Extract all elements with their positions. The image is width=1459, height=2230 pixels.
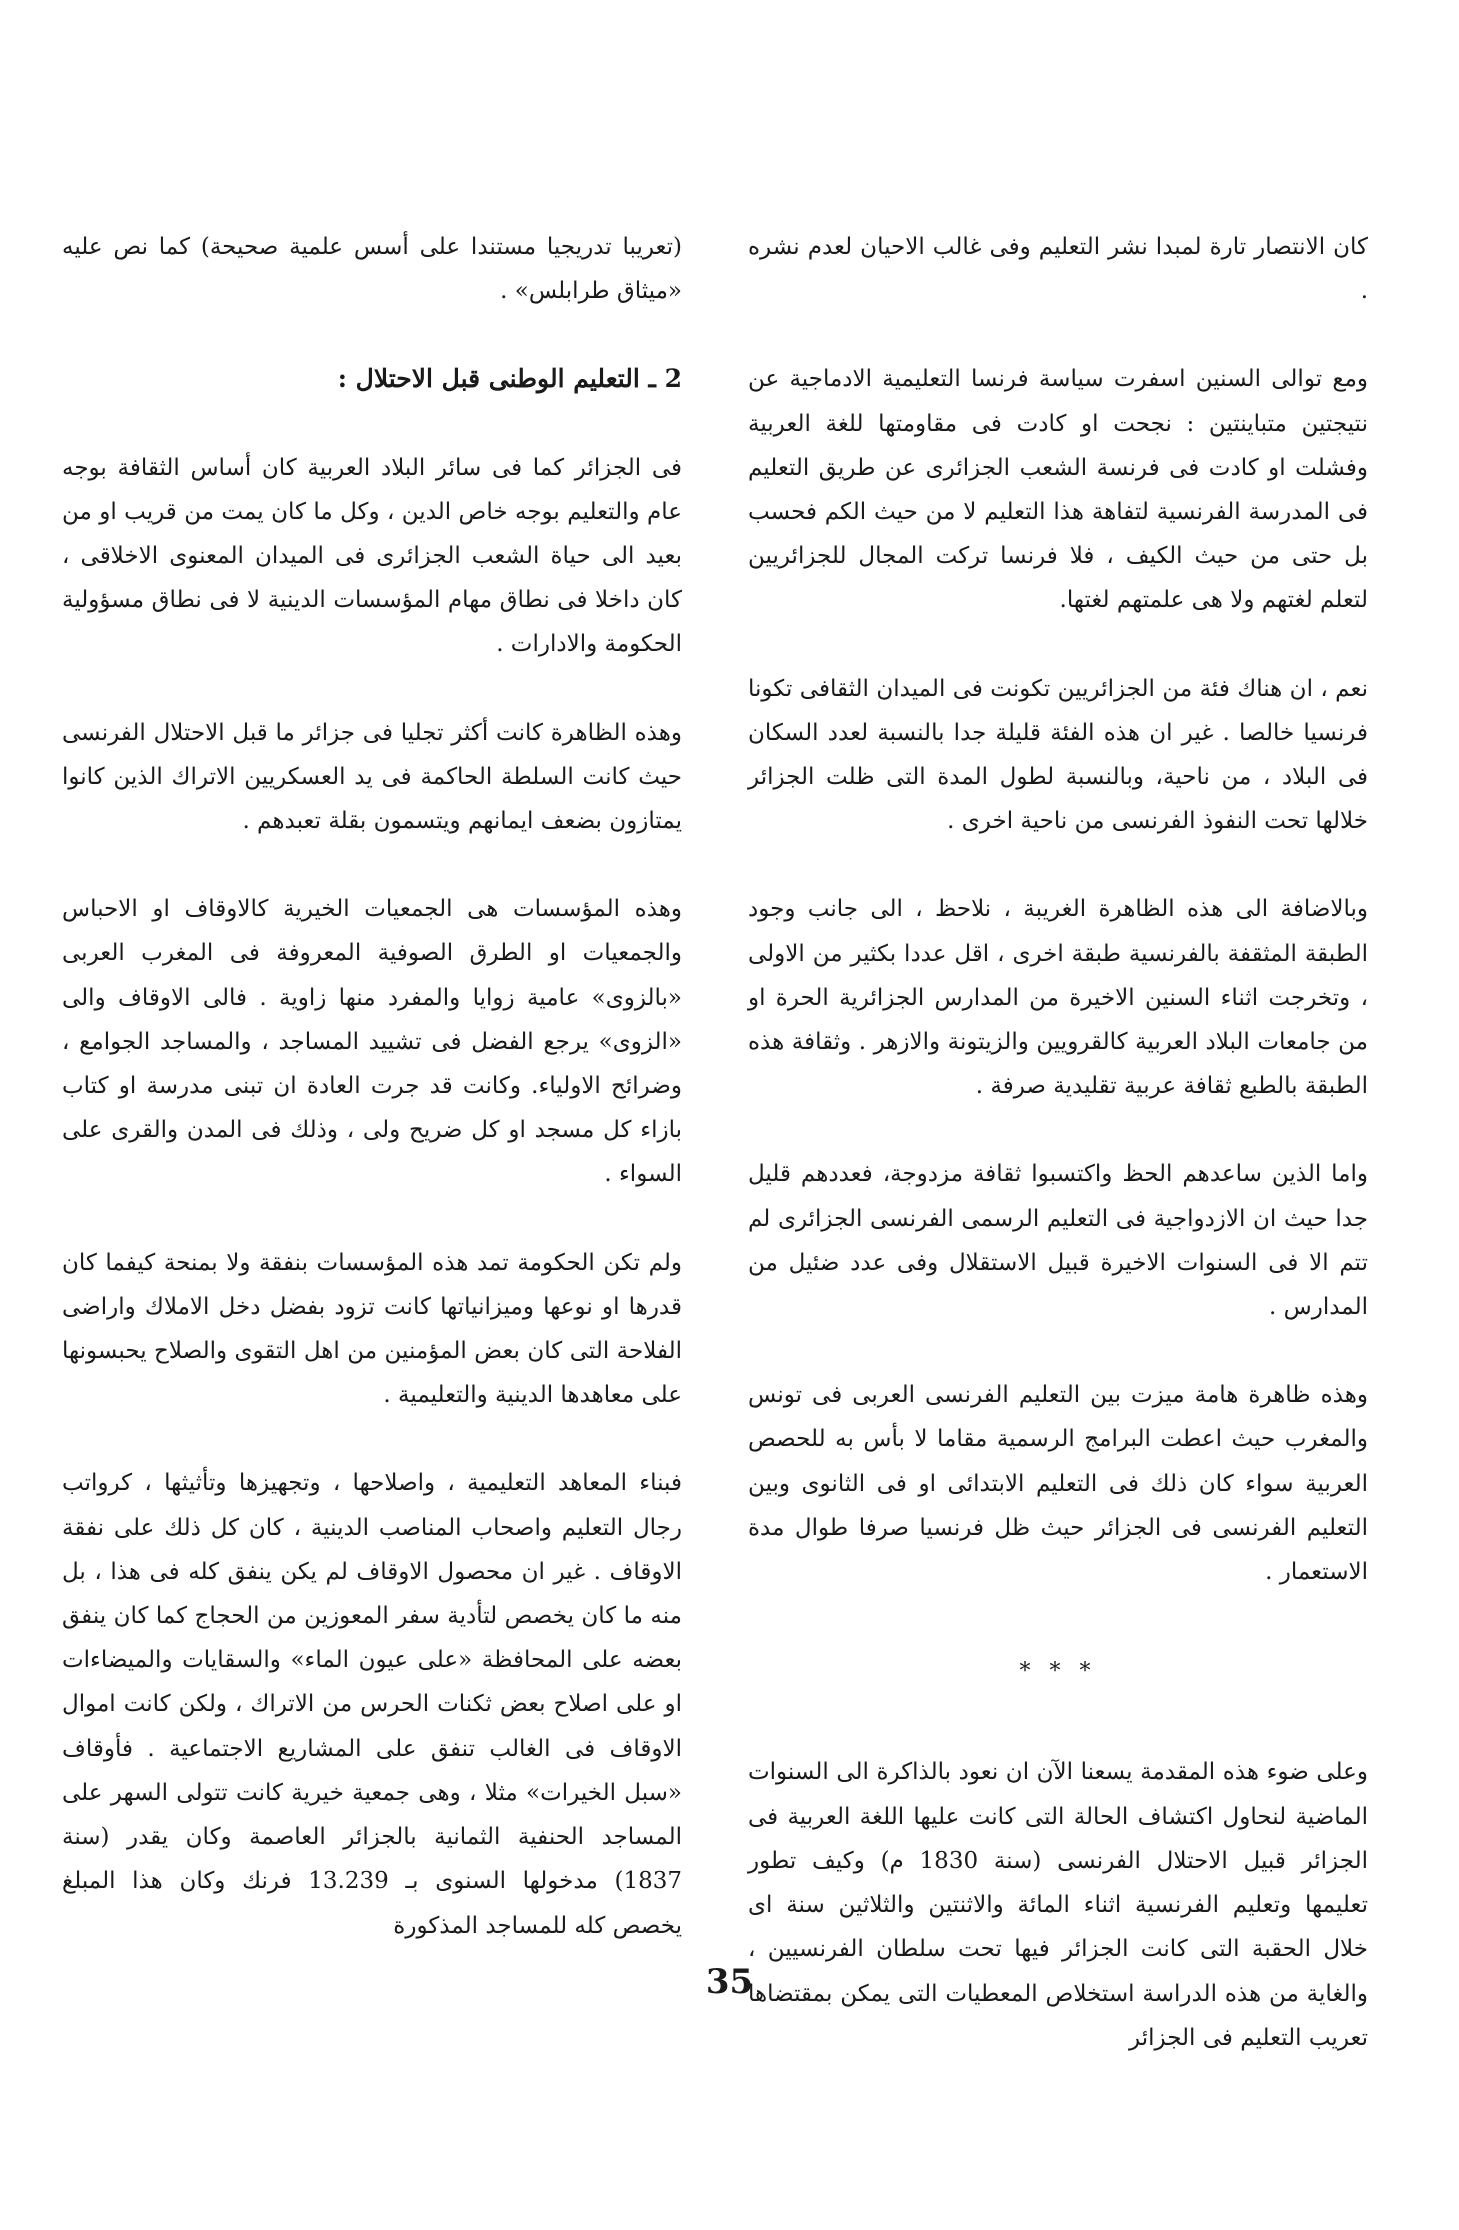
right-column	[748, 225, 1368, 2104]
section-separator: * * *	[1019, 1659, 1097, 1685]
right-paragraph-7: وعلى ضوء هذه المقدمة يسعنا الآن ان نعود بالذاكرة الى السنوات الماضية لنحاول اكتشاف الحالة التى كانت عليها اللغة العربية فى الجزائر قبيل الاحتلال الفرنسى (سنة 1830 م) وكيف تطور تعليمها وتعليم الفرنسية اثناء المائة والاثنتين والثلاثين سنة اى خلال الحقبة التى كانت الجزائر فيها تحت سلطان الفرنسيين ، والغاية من هذه الدراسة استخلاص المعطيات التى يمكن بمقتضاها تعريب التعليم فى الجزائر	[748, 1759, 1368, 2051]
right-paragraph-1: كان الانتصار تارة لمبدا نشر التعليم وفى غالب الاحيان لعدم نشره .	[748, 234, 1368, 305]
left-column	[62, 225, 682, 1992]
left-paragraph-1: (تعريبا تدريجيا مستندا على أسس علمية صحيحة) كما نص عليه «ميثاق طرابلس» .	[62, 234, 682, 305]
left-paragraph-5: ولم تكن الحكومة تمد هذه المؤسسات بنفقة ولا بمنحة كيفما كان قدرها او نوعها وميزانياتها كانت تزود بفضل دخل الاملاك واراضى الفلاحة التى كان بعض المؤمنين من اهل التقوى والصلاح يحبسونها على معاهدها الدينية والتعليمية .	[62, 1249, 682, 1409]
right-paragraph-5: واما الذين ساعدهم الحظ واكتسبوا ثقافة مزدوجة، فعددهم قليل جدا حيث ان الازدواجية فى التعليم الرسمى الفرنسى الجزائرى لم تتم الا فى السنوات الاخيرة قبيل الاستقلال وفى عدد ضئيل من المدارس .	[748, 1161, 1368, 1321]
section-heading: 2 ـ التعليم الوطنى قبل الاحتلال :	[337, 364, 682, 394]
page-number: 35	[705, 1962, 754, 2002]
left-paragraph-4: وهذه المؤسسات هى الجمعيات الخيرية كالاوقاف او الاحباس والجمعيات او الطرق الصوفية المعروفة فى المغرب العربى «بالزوى» عامية زوايا والمفرد منها زاوية . فالى الاوقاف والى «الزوى» يرجع الفضل فى تشييد المساجد ، والمساجد الجوامع ، وضرائح الاولياء. وكانت قد جرت العادة ان تبنى مدرسة او كتاب بازاء كل مسجد او كل ضريح ولى ، وذلك فى المدن والقرى على السواء .	[62, 896, 682, 1188]
right-paragraph-2: ومع توالى السنين اسفرت سياسة فرنسا التعليمية الادماجية عن نتيجتين متباينتين : نجحت او كادت فى مقاومتها للغة العربية وفشلت او كادت فى فرنسة الشعب الجزائرى عن طريق التعليم فى المدرسة الفرنسية لتفاهة هذا التعليم لا من حيث الكم فحسب بل حتى من حيث الكيف ، فلا فرنسا تركت المجال للجزائريين لتعلم لغتهم ولا هى علمتهم لغتها.	[748, 366, 1368, 614]
right-paragraph-3: نعم ، ان هناك فئة من الجزائريين تكونت فى الميدان الثقافى تكونا فرنسيا خالصا . غير ان هذه الفئة قليلة جدا بالنسبة لعدد السكان فى البلاد ، من ناحية، وبالنسبة لطول المدة التى ظلت الجزائر خلالها تحت النفوذ الفرنسى من ناحية اخرى .	[748, 675, 1368, 835]
left-paragraph-6: فبناء المعاهد التعليمية ، واصلاحها ، وتجهيزها وتأثيثها ، كرواتب رجال التعليم واصحاب المناصب الدينية ، كان كل ذلك على نفقة الاوقاف . غير ان محصول الاوقاف لم يكن ينفق كله فى هذا ، بل منه ما كان يخصص لتأدية سفر المعوزين من الحجاج كما كان ينفق بعضه على المحافظة «على عيون الماء» والسقايات والميضاءات او على اصلاح بعض ثكنات الحرس من الاتراك ، ولكن كانت اموال الاوقاف فى الغالب تنفق على المشاريع الاجتماعية . فأوقاف «سبل الخيرات» مثلا ، وهى جمعية خيرية كانت تتولى السهر على المساجد الحنفية الثمانية بالجزائر العاصمة وكان يقدر (سنة 1837) مدخولها السنوى بـ 13.239 فرنك وكان هذا المبلغ يخصص كله للمساجد المذكورة	[62, 1470, 682, 1939]
left-paragraph-3: وهذه الظاهرة كانت أكثر تجليا فى جزائر ما قبل الاحتلال الفرنسى حيث كانت السلطة الحاكمة فى يد العسكريين الاتراك الذين كانوا يمتازون بضعف ايمانهم ويتسمون بقلة تعبدهم .	[62, 719, 682, 835]
right-paragraph-4: وبالاضافة الى هذه الظاهرة الغريبة ، نلاحظ ، الى جانب وجود الطبقة المثقفة بالفرنسية طبقة اخرى ، اقل عددا بكثير من الاولى ، وتخرجت اثناء السنين الاخيرة من المدارس الجزائرية الحرة او من جامعات البلاد العربية كالقرويين والزيتونة والازهر . وثقافة هذه الطبقة بالطبع ثقافة عربية تقليدية صرفة .	[748, 896, 1368, 1100]
left-paragraph-2: فى الجزائر كما فى سائر البلاد العربية كان أساس الثقافة بوجه عام والتعليم بوجه خاص الدين ، وكل ما كان يمت من قريب او من بعيد الى حياة الشعب الجزائرى فى الميدان المعنوى الاخلاقى ، كان داخلا فى نطاق مهام المؤسسات الدينية لا فى نطاق مسؤولية الحكومة والادارات .	[62, 454, 682, 658]
right-paragraph-6: وهذه ظاهرة هامة ميزت بين التعليم الفرنسى العربى فى تونس والمغرب حيث اعطت البرامج الرسمية مقاما لا بأس به للحصص العربية سواء كان ذلك فى التعليم الابتدائى او فى الثانوى وبين التعليم الفرنسى فى الجزائر حيث ظل فرنسيا صرفا طوال مدة الاستعمار .	[748, 1382, 1368, 1586]
